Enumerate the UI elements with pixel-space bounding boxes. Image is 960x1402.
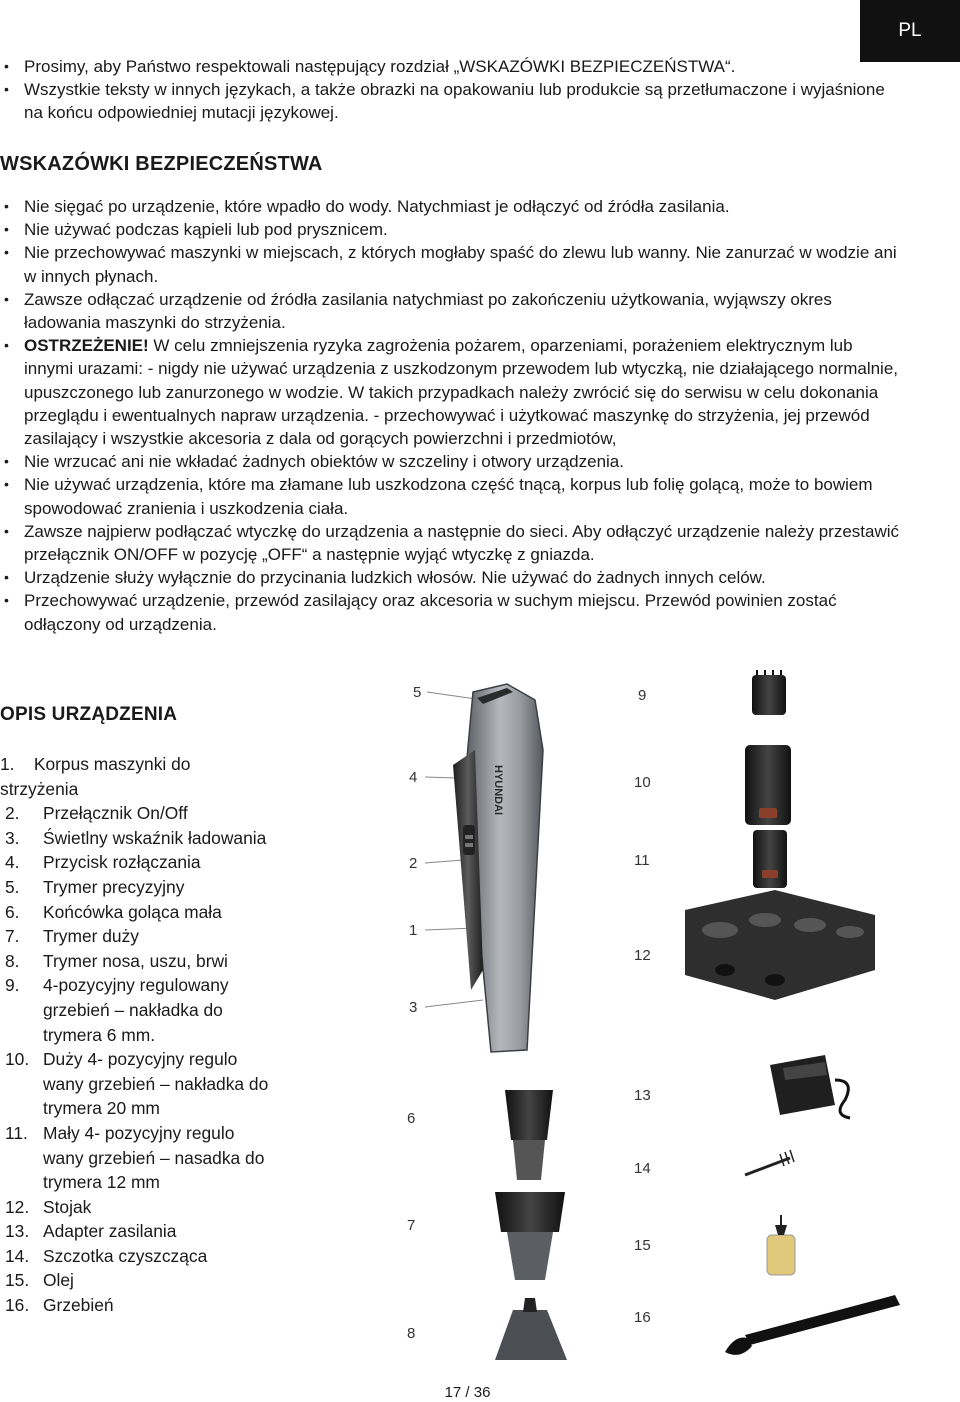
warning-label: OSTRZEŻENIE! bbox=[24, 336, 149, 356]
warning-text: W celu zmniejszenia ryzyka zagrożenia pożarem, oparzeniami, porażeniem elektrycznym lub innymi urazami: - nigdy nie używać urządzenia z uszkodzonym przewodem lub wtyczką, nie działającego normalnie, upuszczonego lub zanurzonego w wodzie. W takich przypadkach należy zwrócić się do serwisu w celu dokonania przeglądu i ewentualnych napraw urządzenia. - przechowywać i użytkować maszynkę do strzyżenia, jej przewód zasilający i wszystkie akcesoria z dala od gorących powierzchni i przedmiotów, bbox=[24, 336, 899, 449]
part-item: 12. Stojak bbox=[5, 1196, 92, 1217]
callout-4: 4 bbox=[409, 769, 418, 786]
callout-3: 3 bbox=[409, 999, 418, 1016]
intro-list bbox=[0, 55, 905, 125]
cleaning-brush-icon bbox=[745, 1150, 794, 1175]
part-item: 14. Szczotka czyszcząca bbox=[5, 1245, 208, 1266]
callout-6: 6 bbox=[407, 1110, 416, 1127]
trimmer-body-icon bbox=[453, 684, 543, 1052]
callout-11: 11 bbox=[634, 852, 650, 869]
safety-item: • Przechowywać urządzenie, przewód zasilający oraz akcesoria w suchym miejscu. Przewód powinien zostać odłączony od urządzenia. bbox=[0, 589, 905, 635]
comb-attachment-large-icon bbox=[745, 745, 791, 825]
safety-item: • Nie sięgać po urządzenie, które wpadło do wody. Natychmiast je odłączyć od źródła zasilania. bbox=[0, 195, 905, 218]
callout-5: 5 bbox=[413, 684, 422, 701]
callout-10: 10 bbox=[634, 774, 651, 791]
part-item: 2. Przełącznik On/Off bbox=[5, 803, 188, 824]
hair-comb-icon bbox=[725, 1295, 900, 1355]
part-item: 13. Adapter zasilania bbox=[5, 1221, 177, 1242]
part-item: 1. Korpus maszynki do strzyżenia bbox=[0, 754, 191, 799]
safety-list bbox=[0, 195, 905, 636]
nose-trimmer-icon bbox=[495, 1298, 567, 1360]
comb-attachment-icon bbox=[752, 670, 786, 715]
large-trimmer-icon bbox=[495, 1192, 565, 1280]
safety-item: • Urządzenie służy wyłącznie do przycinania ludzkich włosów. Nie używać do żadnych innych celów. bbox=[0, 566, 905, 589]
callout-2: 2 bbox=[409, 855, 418, 872]
callout-13: 13 bbox=[634, 1087, 651, 1104]
callout-14: 14 bbox=[634, 1160, 651, 1177]
part-item: 10. Duży 4- pozycyjny regulo wany grzebień – nakładka do trymera 20 mm bbox=[5, 1049, 269, 1119]
intro-item: • Prosimy, aby Państwo respektowali następujący rozdział „WSKAZÓWKI BEZPIECZEŃSTWA“. bbox=[0, 55, 905, 78]
oil-bottle-icon bbox=[767, 1215, 795, 1275]
part-item: 4. Przycisk rozłączania bbox=[5, 852, 201, 873]
callout-15: 15 bbox=[634, 1237, 651, 1254]
part-item: 15. Olej bbox=[5, 1270, 74, 1291]
part-item: 7. Trymer duży bbox=[5, 926, 139, 947]
callout-16: 16 bbox=[634, 1309, 651, 1326]
callout-1: 1 bbox=[409, 922, 418, 939]
safety-item: • Nie używać urządzenia, które ma złamane lub uszkodzona część tnącą, korpus lub folię golącą, może to bowiem spowodować zranienia i uszkodzenia ciała. bbox=[0, 473, 905, 519]
callout-9: 9 bbox=[638, 687, 647, 704]
safety-item: • Zawsze odłączać urządzenie od źródła zasilania natychmiast po zakończeniu użytkowania, wyjąwszy okres ładowania maszynki do strzyżenia. bbox=[0, 288, 905, 334]
opis-heading: OPIS URZĄDZENIA bbox=[0, 704, 178, 725]
shaver-head-icon bbox=[505, 1090, 553, 1180]
part-item: 5. Trymer precyzyjny bbox=[5, 876, 185, 897]
product-figure bbox=[395, 670, 915, 1370]
brand-label: HYUNDAI bbox=[492, 765, 504, 816]
comb-attachment-small-icon bbox=[753, 830, 787, 888]
safety-item: • Nie wrzucać ani nie wkładać żadnych obiektów w szczeliny i otwory urządzenia. bbox=[0, 450, 905, 473]
stand-icon bbox=[685, 890, 875, 1000]
safety-item: • Zawsze najpierw podłączać wtyczkę do urządzenia a następnie do sieci. Aby odłączyć urządzenie należy przestawić przełącznik ON/OFF w pozycję „OFF“ a następnie wyjąć wtyczkę z gniazda. bbox=[0, 520, 905, 566]
language-tab: PL bbox=[860, 0, 960, 62]
page-number: 17 / 36 bbox=[444, 1384, 491, 1401]
warning-item bbox=[0, 334, 905, 450]
power-adapter-icon bbox=[770, 1055, 850, 1118]
part-item: 3. Świetlny wskaźnik ładowania bbox=[5, 827, 267, 848]
safety-heading: WSKAZÓWKI BEZPIECZEŃSTWA bbox=[0, 153, 323, 175]
callout-7: 7 bbox=[407, 1217, 416, 1234]
part-item: 11. Mały 4- pozycyjny regulo wany grzebień – nasadka do trymera 12 mm bbox=[5, 1122, 265, 1193]
intro-item: • Wszystkie teksty w innych językach, a także obrazki na opakowaniu lub produkcie są przetłumaczone i wyjaśnione na końcu odpowiedniej mutacji językowej. bbox=[0, 78, 905, 124]
part-item: 9. 4-pozycyjny regulowany grzebień – nakładka do trymera 6 mm. bbox=[5, 975, 229, 1045]
part-item: 16. Grzebień bbox=[5, 1295, 114, 1316]
safety-item: • Nie używać podczas kąpieli lub pod prysznicem. bbox=[0, 218, 905, 241]
callout-8: 8 bbox=[407, 1325, 416, 1342]
safety-item: • Nie przechowywać maszynki w miejscach, z których mogłaby spaść do zlewu lub wanny. Nie zanurzać w wodzie ani w innych płynach. bbox=[0, 241, 905, 287]
callout-12: 12 bbox=[634, 947, 651, 964]
parts-list bbox=[0, 752, 270, 1318]
part-item: 8. Trymer nosa, uszu, brwi bbox=[5, 950, 228, 971]
part-item: 6. Końcówka goląca mała bbox=[5, 901, 222, 922]
